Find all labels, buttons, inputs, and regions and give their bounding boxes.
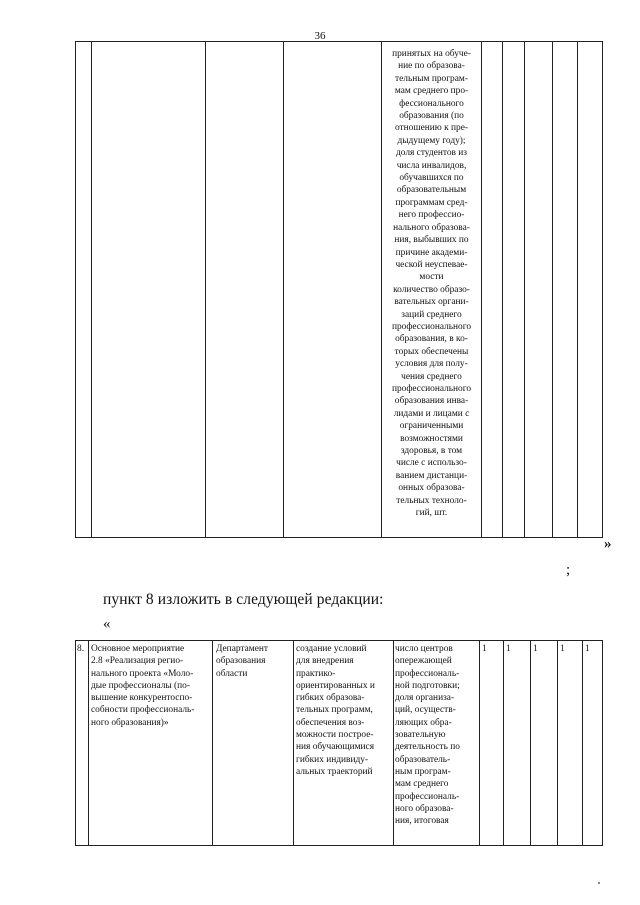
page-number: 36 (314, 30, 326, 42)
row-number: 8. (77, 644, 85, 654)
indicator-cell: число центров опережающей профессиональ- ной подготовки; доля организа- ций, осуществ- ляющих обра- зовательную деятельность по образователь- ным програм- мам среднего профессиональ- ного образова- ния, итоговая (395, 644, 460, 827)
value-cell: 1 (506, 644, 511, 654)
indicator-cell-text: принятых на обуче- ние по образова- тельным програм- мам среднего про- фессионального образования (по отношению к пре- дыдущему году); доля студентов из числа инвалидов, обучавшихся по образовательным программам сред- него профессио- нального образова- ния, выбывших по причине академи- ческой неуспевае- мости количество образо- вательных органи- заций среднего профессионального образования, в ко- торых обеспечены условия для полу- чения среднего профессионального образования инва- лидами и лицами с ограниченными возможностями здоровья, в том числе с использо- ванием дистанци- онных образова- тельных техноло- гий, шт. (391, 49, 472, 519)
result-cell: создание условий для внедрения практико- ориентированных и гибких образова- тельных программ, обеспечения воз- можности построе- ния обучающимися гибких индивиду- альных траекторий (296, 644, 375, 777)
value-cell: 1 (560, 644, 565, 654)
table-item-8 (75, 640, 603, 846)
opening-quote: « (103, 616, 111, 632)
instruction-text: пункт 8 изложить в следующей редакции: (103, 591, 384, 608)
value-cell: 1 (533, 644, 538, 654)
event-cell: Основное мероприятие 2.8 «Реализация регио- нального проекта «Моло- дые профессионалы (по- вышение конкурентоспо- собности профессиональ- ного образования)» (91, 644, 195, 728)
semicolon: ; (566, 562, 571, 578)
scan-speck (598, 882, 600, 884)
value-cell: 1 (585, 644, 590, 654)
table-continuation (75, 41, 603, 538)
value-cell: 1 (482, 644, 487, 654)
executor-cell: Департамент образования области (216, 644, 268, 679)
closing-quote: » (604, 536, 612, 552)
